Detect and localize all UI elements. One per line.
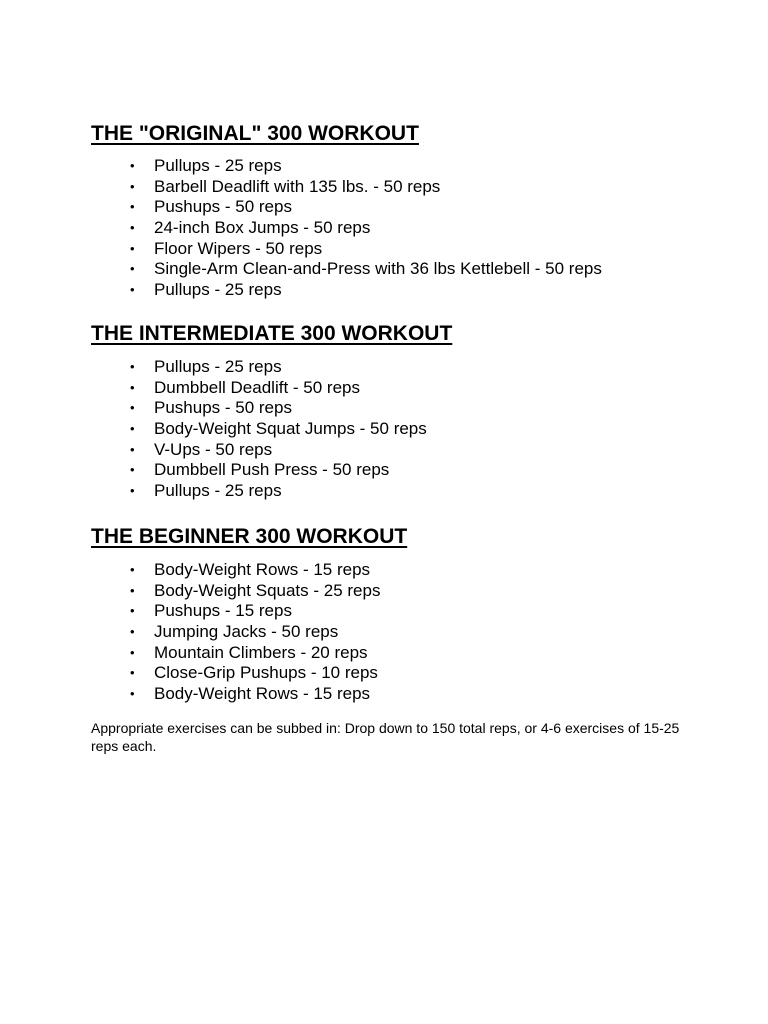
exercise-text: Jumping Jacks - 50 reps <box>154 622 339 642</box>
bullet-icon: • <box>130 624 135 640</box>
exercise-text: Body-Weight Squat Jumps - 50 reps <box>154 419 427 439</box>
section-heading-beginner: THE BEGINNER 300 WORKOUT <box>91 525 408 548</box>
bullet-icon: • <box>130 665 135 681</box>
bullet-icon: • <box>130 462 135 478</box>
bullet-icon: • <box>130 603 135 619</box>
exercise-text: Body-Weight Rows - 15 reps <box>154 684 371 704</box>
exercise-text: Floor Wipers - 50 reps <box>154 238 323 258</box>
exercise-text: Pullups - 25 reps <box>154 357 282 376</box>
bullet-icon: • <box>130 379 135 395</box>
exercise-text: Pushups - 50 reps <box>154 197 292 217</box>
section-heading-original: THE "ORIGINAL" 300 WORKOUT <box>91 122 419 145</box>
bullet-icon: • <box>130 158 135 173</box>
exercise-text: Dumbbell Push Press - 50 reps <box>154 460 390 480</box>
closing-note: Appropriate exercises can be subbed in: Drop down to 150 total reps, or 4-6 exercises of 15-25 reps each. <box>91 720 680 754</box>
exercise-text: Close-Grip Pushups - 10 reps <box>154 663 378 683</box>
exercise-text: Pullups - 25 reps <box>154 156 282 175</box>
exercise-text: Barbell Deadlift with 135 lbs. - 50 reps <box>154 176 441 196</box>
bullet-icon: • <box>130 483 135 499</box>
bullet-icon: • <box>130 220 135 236</box>
bullet-icon: • <box>130 178 135 194</box>
bullet-icon: • <box>130 282 135 298</box>
exercise-text: Mountain Climbers - 20 reps <box>154 642 368 662</box>
section-heading-intermediate: THE INTERMEDIATE 300 WORKOUT <box>91 322 453 345</box>
bullet-icon: • <box>130 562 135 577</box>
exercise-text: Pushups - 15 reps <box>154 601 292 621</box>
bullet-icon: • <box>130 359 135 374</box>
bullet-icon: • <box>130 400 135 416</box>
exercise-text: Dumbbell Deadlift - 50 reps <box>154 377 360 397</box>
exercise-text: 24-inch Box Jumps - 50 reps <box>154 218 371 238</box>
exercise-text: Single-Arm Clean-and-Press with 36 lbs Kettlebell - 50 reps <box>154 259 602 279</box>
exercise-text: V-Ups - 50 reps <box>154 439 273 459</box>
bullet-icon: • <box>130 686 135 702</box>
bullet-icon: • <box>130 582 135 598</box>
bullet-icon: • <box>130 644 135 660</box>
bullet-icon: • <box>130 199 135 215</box>
bullet-icon: • <box>130 421 135 437</box>
exercise-text: Pullups - 25 reps <box>154 481 282 501</box>
bullet-icon: • <box>130 261 135 277</box>
bullet-icon: • <box>130 240 135 256</box>
exercise-text: Pushups - 50 reps <box>154 398 292 418</box>
exercise-text: Body-Weight Rows - 15 reps <box>154 560 371 579</box>
exercise-text: Body-Weight Squats - 25 reps <box>154 580 381 600</box>
bullet-icon: • <box>130 441 135 457</box>
exercise-text: Pullups - 25 reps <box>154 280 282 300</box>
